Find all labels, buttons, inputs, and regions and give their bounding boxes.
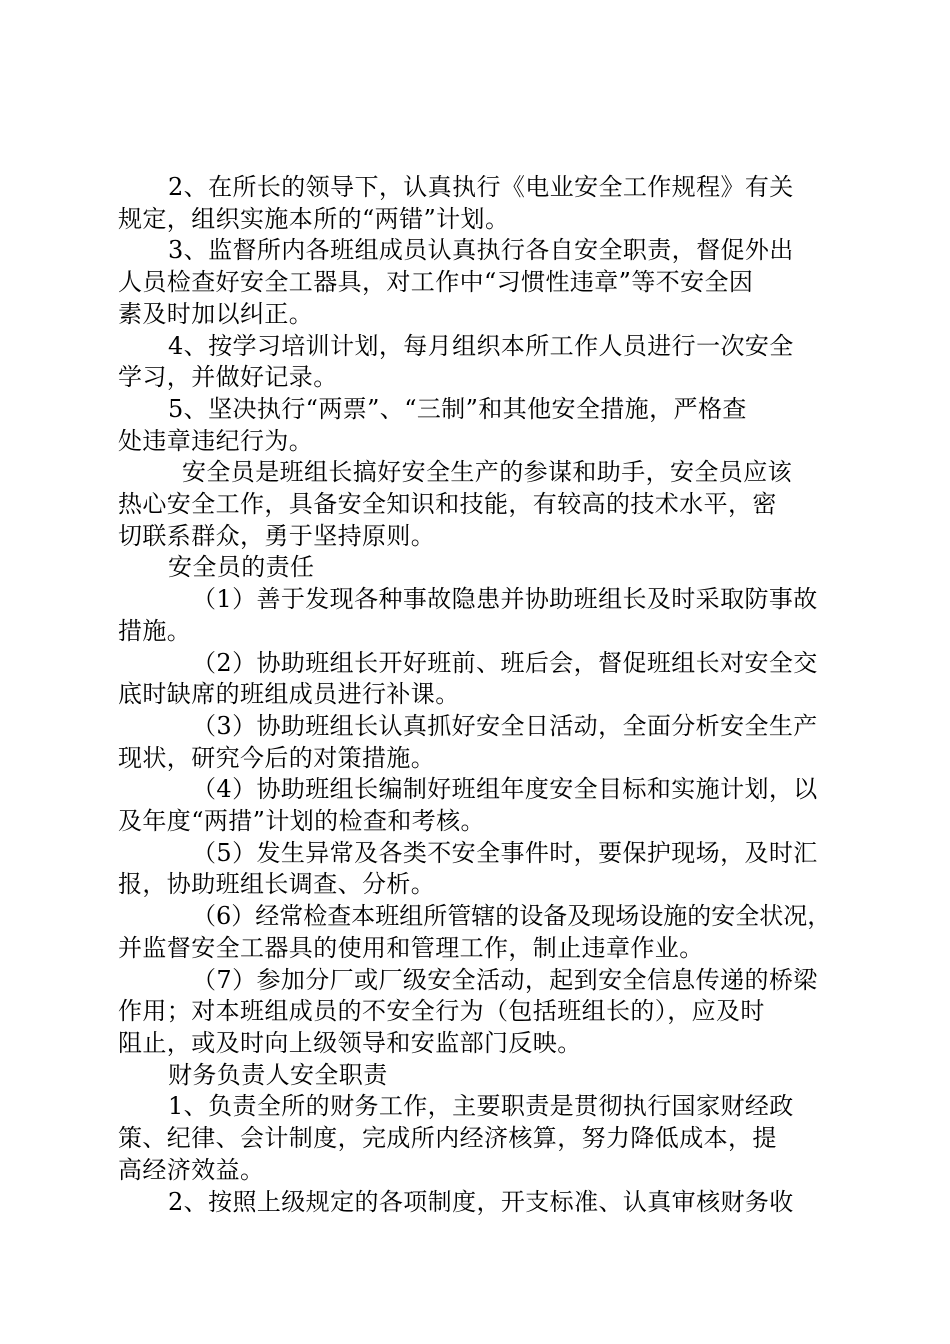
section-heading: 财务负责人安全职责 [168, 1060, 388, 1089]
paragraph-line: 并监督安全工器具的使用和管理工作，制止违章作业。 [118, 933, 704, 962]
paragraph-line: 规定，组织实施本所的“两错”计划。 [118, 204, 510, 233]
paragraph-line: 素及时加以纠正。 [118, 299, 314, 328]
paragraph-line: 学习，并做好记录。 [118, 363, 338, 392]
document-body [118, 172, 840, 1218]
paragraph-line: 阻止，或及时向上级领导和安监部门反映。 [118, 1028, 582, 1057]
paragraph-line: 作用；对本班组成员的不安全行为（包括班组长的），应及时 [118, 997, 765, 1026]
paragraph-line: 1、负责全所的财务工作，主要职责是贯彻执行国家财经政 [168, 1092, 794, 1121]
paragraph-line: （2）协助班组长开好班前、班后会，督促班组长对安全交 [192, 648, 818, 677]
paragraph-line: 措施。 [118, 616, 192, 645]
paragraph-line: 报，协助班组长调查、分析。 [118, 870, 436, 899]
paragraph-line: （7）参加分厂或厂级安全活动，起到安全信息传递的桥梁 [192, 965, 818, 994]
paragraph-line: 及年度“两措”计划的检查和考核。 [118, 807, 485, 836]
paragraph-line: 处违章违纪行为。 [118, 426, 314, 455]
paragraph-line: 底时缺席的班组成员进行补课。 [118, 680, 460, 709]
paragraph-line: 人员检查好安全工器具，对工作中“习惯性违章”等不安全因 [118, 268, 754, 297]
paragraph-line: 高经济效益。 [118, 1155, 265, 1184]
paragraph-line: （4）协助班组长编制好班组年度安全目标和实施计划，以 [192, 775, 818, 804]
paragraph-line: 2、按照上级规定的各项制度，开支标准、认真审核财务收 [168, 1187, 794, 1216]
paragraph-line: （5）发生异常及各类不安全事件时，要保护现场，及时汇 [192, 838, 818, 867]
paragraph-line: 策、纪律、会计制度，完成所内经济核算，努力降低成本，提 [118, 1124, 777, 1153]
paragraph-line: 5、坚决执行“两票”、“三制”和其他安全措施，严格查 [168, 394, 747, 423]
paragraph-line: 4、按学习培训计划，每月组织本所工作人员进行一次安全 [168, 331, 794, 360]
paragraph-line: 2、在所长的领导下，认真执行《电业安全工作规程》有关 [168, 173, 794, 201]
paragraph-line: （1）善于发现各种事故隐患并协助班组长及时采取防事故 [192, 585, 818, 614]
paragraph-line: 切联系群众，勇于坚持原则。 [118, 521, 436, 550]
paragraph-line: 3、监督所内各班组成员认真执行各自安全职责，督促外出 [168, 236, 794, 265]
paragraph-line: 安全员是班组长搞好安全生产的参谋和助手，安全员应该 [182, 458, 792, 487]
paragraph-line: （3）协助班组长认真抓好安全日活动，全面分析安全生产 [192, 711, 818, 740]
paragraph-line: 热心安全工作，具备安全知识和技能，有较高的技术水平，密 [118, 490, 777, 519]
section-heading: 安全员的责任 [168, 553, 315, 582]
paragraph-line: （6）经常检查本班组所管辖的设备及现场设施的安全状况， [192, 902, 832, 931]
paragraph-line: 现状，研究今后的对策措施。 [118, 743, 436, 772]
